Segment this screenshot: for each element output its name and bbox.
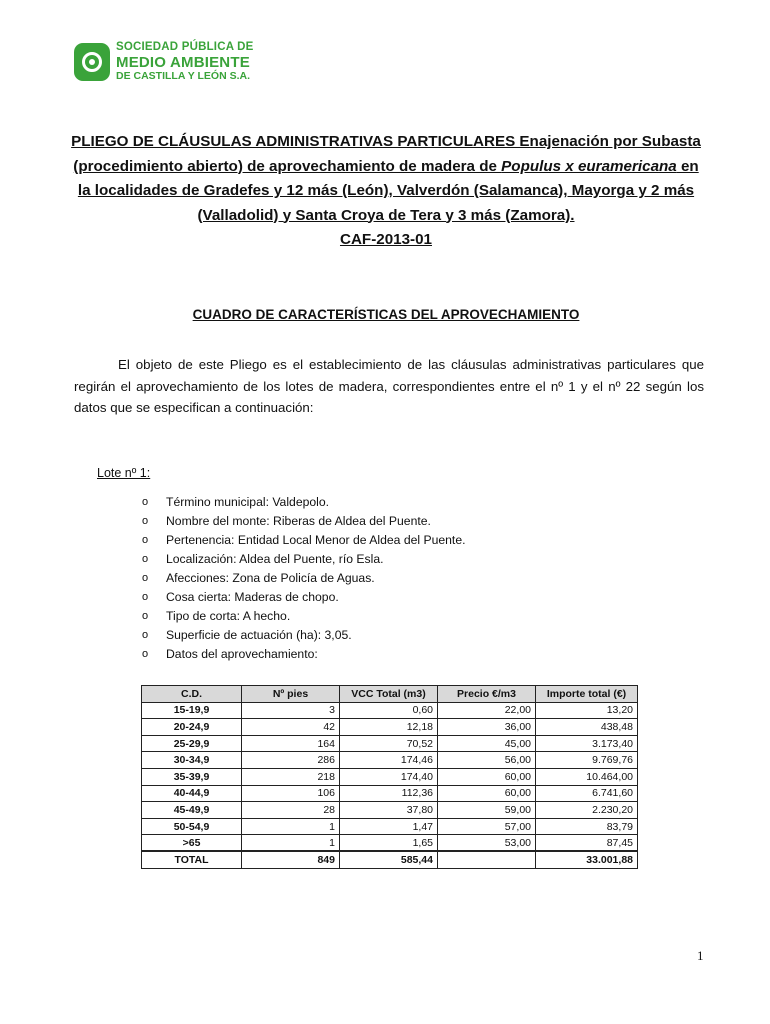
table-row: 45-49,9 28 37,80 59,00 2.230,20	[142, 802, 638, 819]
table-header-row	[142, 686, 638, 703]
table-row: 40-44,9 106 112,36 60,00 6.741,60	[142, 785, 638, 802]
col-header-pies: Nº pies	[242, 686, 340, 703]
list-item: o Pertenencia: Entidad Local Menor de Aldea del Puente.	[142, 532, 466, 547]
logo-line-2: MEDIO AMBIENTE	[116, 53, 250, 71]
col-header-cd: C.D.	[142, 686, 242, 703]
title-part-1: PLIEGO DE CLÁUSULAS ADMINISTRATIVAS PARTICULARES Enajenación por Subasta (procedimiento abierto) de aprovechamiento de madera de	[71, 133, 701, 175]
bullet-icon: o	[142, 571, 149, 584]
table-row: 35-39,9 218 174,40 60,00 10.464,00	[142, 768, 638, 785]
document-title	[66, 130, 706, 253]
col-header-importe: Importe total (€)	[536, 686, 638, 703]
title-code: CAF-2013-01	[339, 231, 432, 248]
table-row: 15-19,9 3 0,60 22,00 13,20	[142, 702, 638, 719]
lote-details-list	[142, 492, 465, 663]
bullet-icon: o	[142, 552, 149, 565]
list-item: o Término municipal: Valdepolo.	[142, 494, 330, 509]
list-item: o Tipo de corta: A hecho.	[142, 608, 291, 623]
company-logo	[74, 42, 254, 81]
bullet-icon: o	[142, 533, 149, 546]
lote-label: Lote nº 1:	[97, 466, 151, 480]
list-item: o Localización: Aldea del Puente, río Esla.	[142, 551, 384, 566]
col-header-vcc: VCC Total (m3)	[340, 686, 438, 703]
table-row: 30-34,9 286 174,46 56,00 9.769,76	[142, 752, 638, 769]
bullet-icon: o	[142, 495, 149, 508]
intro-paragraph: El objeto de este Pliego es el establecimiento de las cláusulas administrativas particulares que regirán el aprovechamiento de los lotes de madera, correspondientes entre el nº 1 y el nº 22 según los datos que se especifican a continuación:	[74, 357, 704, 415]
list-item: o Cosa cierta: Maderas de chopo.	[142, 589, 339, 604]
table-row: 25-29,9 164 70,52 45,00 3.173,40	[142, 735, 638, 752]
bullet-icon: o	[142, 514, 149, 527]
page-number: 1	[697, 948, 704, 963]
spiral-logo-icon	[74, 43, 110, 81]
table-row: >65 1 1,65 53,00 87,45	[142, 835, 638, 852]
logo-line-3: DE CASTILLA Y LEÓN S.A.	[116, 69, 250, 82]
table-total-row: TOTAL 849 585,44 33.001,88	[142, 851, 638, 868]
list-item: o Datos del aprovechamiento:	[142, 646, 318, 661]
logo-line-1: SOCIEDAD PÚBLICA DE	[116, 41, 254, 53]
list-item: o Afecciones: Zona de Policía de Aguas.	[142, 570, 375, 585]
title-part-2: en la localidades de Gradefes y 12 más (León), Valverdón (Salamanca), Mayorga y 2 más (Valladolid) y Santa Croya de Tera y 3 más (Zamora).	[77, 157, 699, 224]
table-row: 50-54,9 1 1,47 57,00 83,79	[142, 818, 638, 835]
bullet-icon: o	[142, 647, 149, 660]
section-heading: CUADRO DE CARACTERÍSTICAS DEL APROVECHAMIENTO	[192, 307, 580, 322]
bullet-icon: o	[142, 628, 149, 641]
col-header-precio: Precio €/m3	[438, 686, 536, 703]
table-row: 20-24,9 42 12,18 36,00 438,48	[142, 719, 638, 736]
data-table	[141, 685, 638, 869]
list-item: o Nombre del monte: Riberas de Aldea del Puente.	[142, 513, 431, 528]
bullet-icon: o	[142, 609, 149, 622]
title-species: Populus x euramericana	[501, 157, 677, 175]
list-item: o Superficie de actuación (ha): 3,05.	[142, 627, 352, 642]
bullet-icon: o	[142, 590, 149, 603]
logo-text	[116, 42, 254, 81]
